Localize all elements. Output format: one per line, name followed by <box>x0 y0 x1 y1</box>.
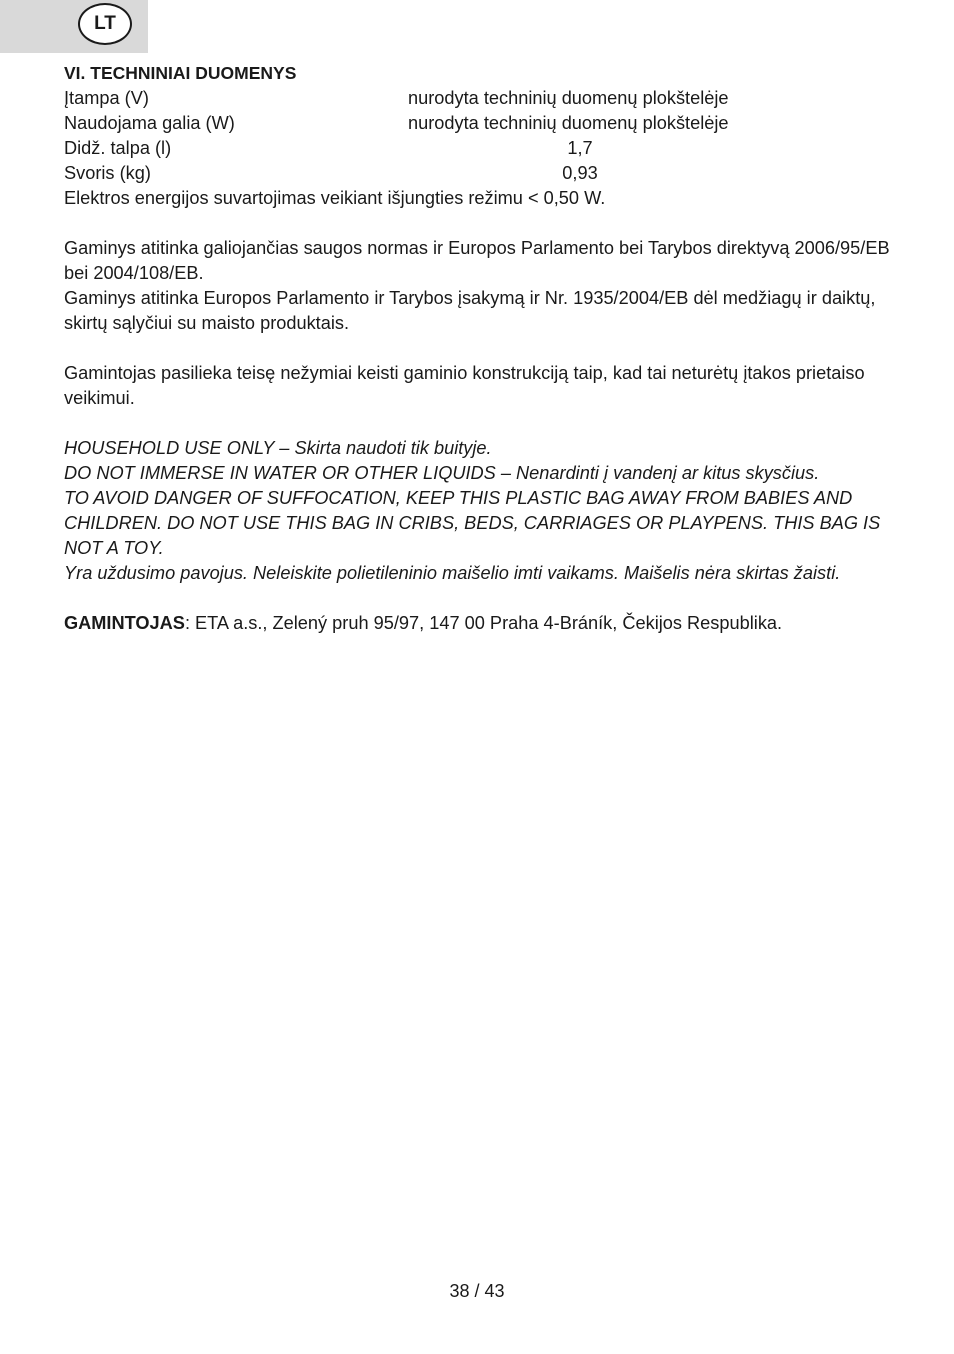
spec-row-weight <box>64 161 894 186</box>
spec-value: nurodyta techninių duomenų plokštelėje <box>408 88 729 108</box>
section-title: VI. TECHNINIAI DUOMENYS <box>64 63 297 83</box>
warning-suffocation-en: TO AVOID DANGER OF SUFFOCATION, KEEP THIS PLASTIC BAG AWAY FROM BABIES AND CHILDREN. DO NOT USE THIS BAG IN CRIBS, BEDS, CARRIAGES OR PLAYPENS. THIS BAG IS NOT A TOY. <box>64 488 881 558</box>
manufacturer-line <box>64 611 894 636</box>
spec-label: Didž. talpa (l) <box>64 138 172 158</box>
spacer <box>64 586 894 611</box>
manufacturer-address: : ETA a.s., Zelený pruh 95/97, 147 00 Praha 4-Bráník, Čekijos Respublika. <box>184 613 783 633</box>
rights-notice: Gamintojas pasilieka teisę nežymiai keisti gaminio konstrukciją taip, kad tai neturėtų įtakos prietaiso veikimui. <box>64 363 865 408</box>
compliance-directive: Gaminys atitinka galiojančias saugos normas ir Europos Parlamento bei Tarybos direktyvą 2006/95/EB bei 2004/108/EB. <box>64 238 890 283</box>
warning-household: HOUSEHOLD USE ONLY – Skirta naudoti tik buityje. <box>64 438 492 458</box>
document-body <box>64 61 894 636</box>
spec-label: Svoris (kg) <box>64 163 151 183</box>
standby-consumption: Elektros energijos suvartojimas veikiant išjungties režimu < 0,50 W. <box>64 188 606 208</box>
spec-label: Įtampa (V) <box>64 88 149 108</box>
spacer <box>64 211 894 236</box>
spec-row-power <box>64 111 894 136</box>
page-number: 38 / 43 <box>449 1281 505 1301</box>
spacer <box>64 336 894 361</box>
spec-row-capacity <box>64 136 894 161</box>
spacer <box>64 411 894 436</box>
language-tab <box>0 0 148 53</box>
warning-immerse: DO NOT IMMERSE IN WATER OR OTHER LIQUIDS – Nenardinti į vandenį ar kitus skysčius. <box>64 463 820 483</box>
warning-suffocation-lt: Yra uždusimo pavojus. Neleiskite polietileninio maišelio imti vaikams. Maišelis nėra skirtas žaisti. <box>64 563 841 583</box>
manufacturer-label: GAMINTOJAS <box>64 613 185 633</box>
language-badge: LT <box>78 3 132 45</box>
spec-label: Naudojama galia (W) <box>64 113 235 133</box>
spec-value: 0,93 <box>562 163 598 183</box>
spec-value: 1,7 <box>567 138 593 158</box>
spec-value: nurodyta techninių duomenų plokštelėje <box>408 113 729 133</box>
spec-row-voltage <box>64 86 894 111</box>
compliance-food-contact: Gaminys atitinka Europos Parlamento ir Tarybos įsakymą ir Nr. 1935/2004/EB dėl medžiagų ir daiktų, skirtų sąlyčiui su maisto produktais. <box>64 288 876 333</box>
